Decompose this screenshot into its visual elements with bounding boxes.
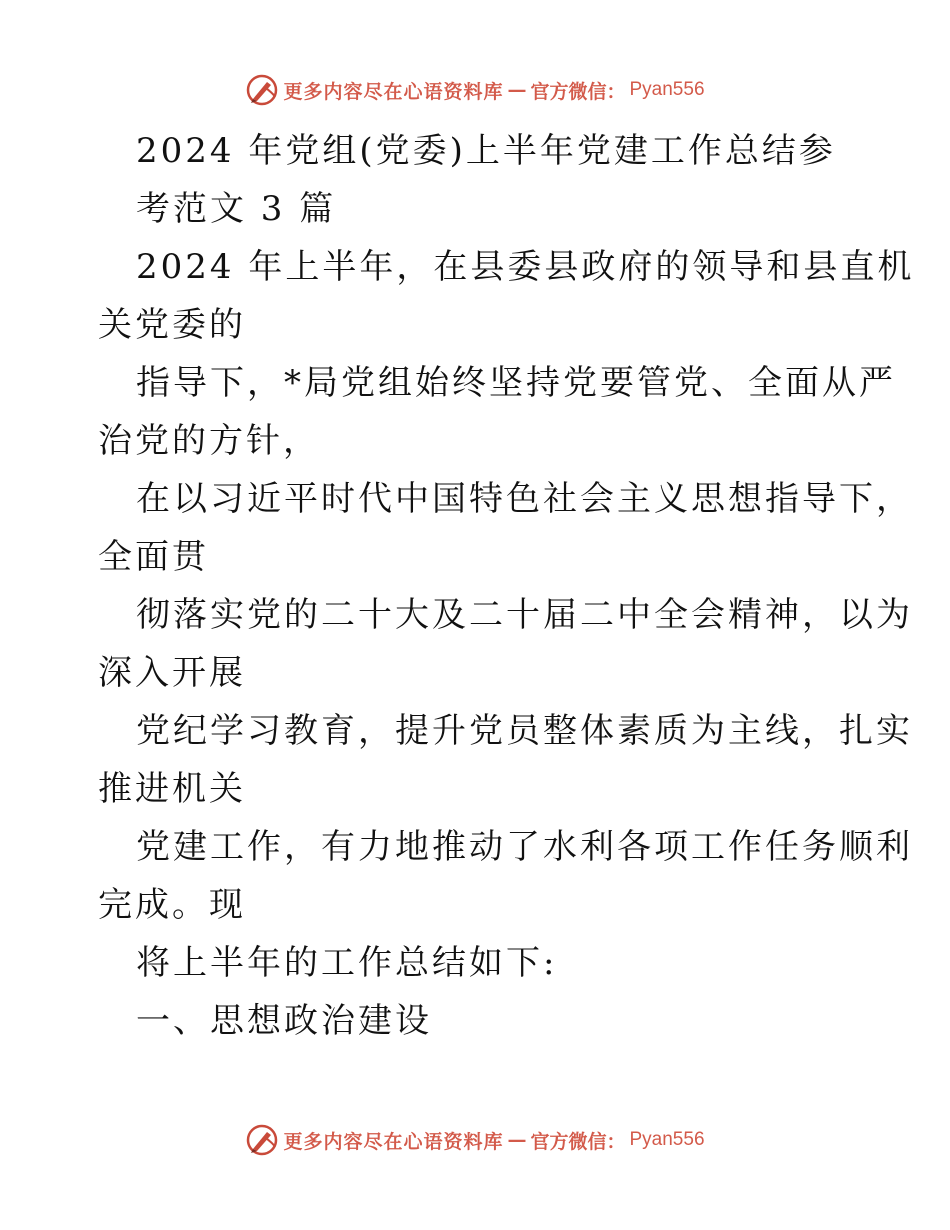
watermark-separator: —	[507, 1129, 527, 1151]
paragraph-line: 将上半年的工作总结如下:	[136, 943, 558, 983]
watermark-text: 更多内容尽在心语资料库	[283, 80, 504, 103]
watermark-id: Pyan556	[629, 1129, 705, 1150]
paragraph-line: 推进机关	[98, 769, 246, 809]
paragraph-line: 完成。现	[98, 885, 246, 925]
pen-logo-icon	[245, 1123, 279, 1157]
watermark-id: Pyan556	[629, 79, 705, 100]
paragraph-line: 党建工作，有力地推动了水利各项工作任务顺利	[136, 827, 913, 867]
title-line-2: 考范文 3 篇	[136, 189, 337, 229]
watermark-header	[0, 70, 950, 110]
paragraph-line: 深入开展	[98, 653, 246, 693]
document-body	[98, 122, 915, 1050]
paragraph-line: 关党委的	[98, 305, 246, 345]
paragraph-line: 党纪学习教育，提升党员整体素质为主线，扎实	[136, 711, 913, 751]
paragraph-line: 2024 年上半年，在县委县政府的领导和县直机	[136, 247, 915, 287]
title-line-1: 2024 年党组(党委)上半年党建工作总结参	[136, 131, 836, 171]
paragraph-line: 全面贯	[98, 537, 209, 577]
section-heading: 一、思想政治建设	[136, 1001, 432, 1041]
pen-logo-icon	[245, 73, 279, 107]
paragraph-line: 彻落实党的二十大及二十届二中全会精神，以为	[136, 595, 913, 635]
paragraph-line: 在以习近平时代中国特色社会主义思想指导下，	[136, 479, 913, 519]
paragraph-line: 治党的方针，	[98, 421, 320, 461]
watermark-label: 官方微信：	[530, 80, 626, 103]
watermark-separator: —	[507, 79, 527, 101]
watermark-text: 更多内容尽在心语资料库	[283, 1130, 504, 1153]
watermark-label: 官方微信：	[530, 1130, 626, 1153]
paragraph-line: 指导下，*局党组始终坚持党要管党、全面从严	[136, 363, 896, 403]
watermark-footer	[0, 1120, 950, 1160]
